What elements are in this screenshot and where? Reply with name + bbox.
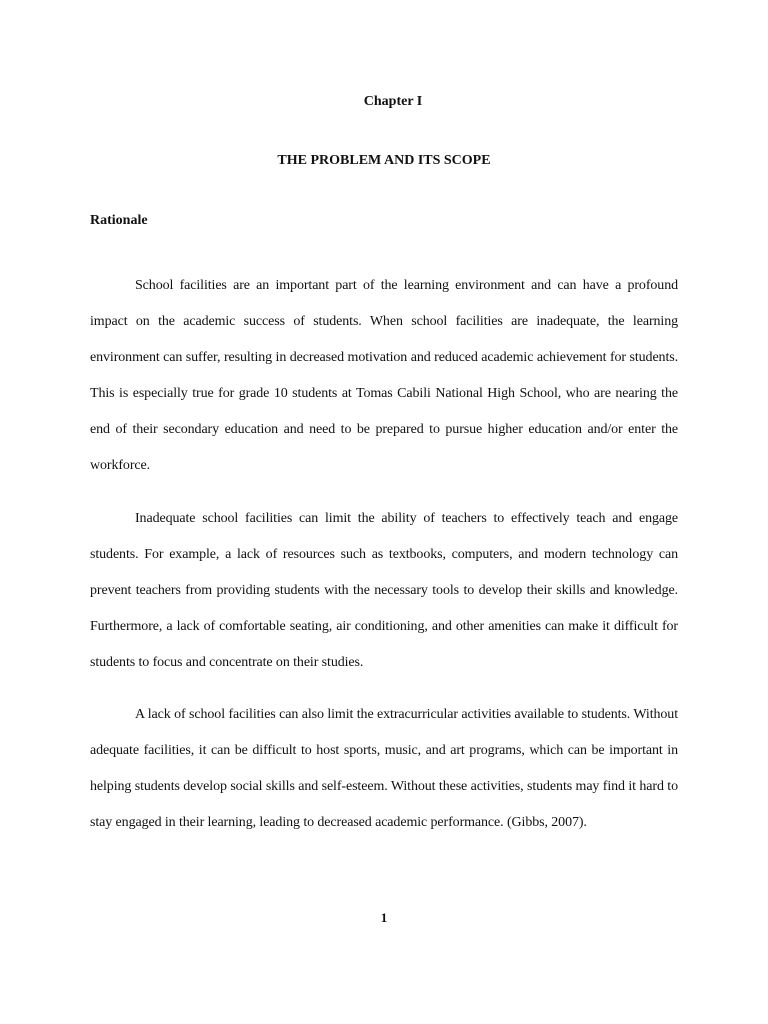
paragraph-2: Inadequate school facilities can limit the ability of teachers to effectively teach and engage students. For example, a lack of resources such as textbooks, computers, and modern technology can prevent teachers from providing students with the necessary tools to develop their skills and knowledge. Furthermore, a lack of comfortable seating, air conditioning, and other amenities can make it difficult for students to focus and concentrate on their studies. [90,511,678,670]
chapter-title: THE PROBLEM AND ITS SCOPE [277,153,491,168]
paragraph-1: School facilities are an important part of the learning environment and can have a profound impact on the academic success of students. When school facilities are inadequate, the learning environment can suffer, resulting in decreased motivation and reduced academic achievement for students. This is especially true for grade 10 students at Tomas Cabili National High School, who are nearing the end of their secondary education and need to be prepared to pursue higher education and/or enter the workforce. [90,278,678,473]
section-heading-rationale: Rationale [90,213,148,228]
page-number: 1 [380,910,388,925]
chapter-label: Chapter I [363,94,423,109]
paragraph-3: A lack of school facilities can also limit the extracurricular activities available to students. Without adequate facilities, it can be difficult to host sports, music, and art programs, which can be important in helping students develop social skills and self-esteem. Without these activities, students may find it hard to stay engaged in their learning, leading to decreased academic performance. (Gibbs, 2007). [90,707,678,830]
